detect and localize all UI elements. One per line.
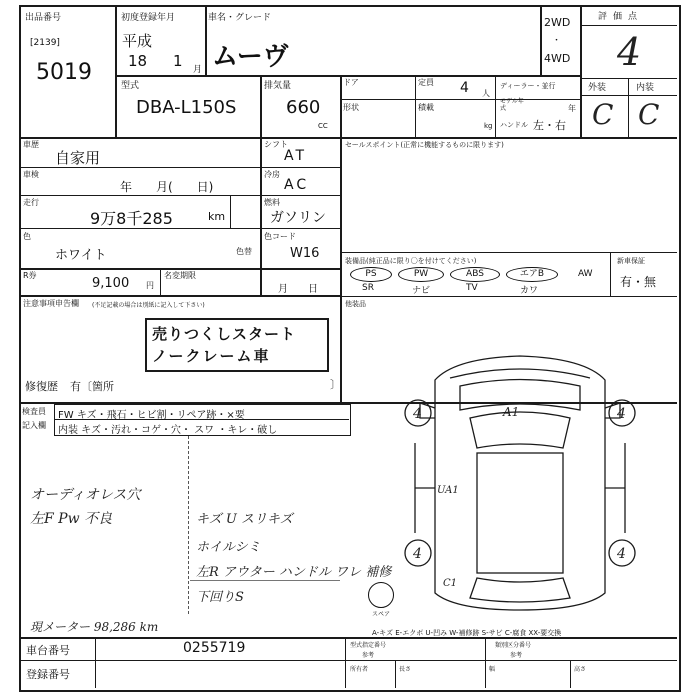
mark-c1: C1 [443,578,458,589]
ac-value: AC [284,177,310,193]
width-label: 幅 [489,666,496,673]
tire-fr-value: 4 [617,406,626,422]
drive-2wd: 2WD [544,16,571,29]
equip-sr: SR [362,283,374,293]
score-label: 評価点 [598,12,644,22]
int-label: 内装 [636,83,655,93]
tire-fl-value: 4 [413,406,422,422]
spare-label: スペア [372,611,391,618]
equip-abs: ABS [450,267,500,282]
note-line-4: ホイルシミ [196,540,261,555]
meter-note: 現メーター 98,286 km [30,620,159,634]
model-label: 型式 [121,81,140,91]
first-reg-label: 初度登録年月 [121,13,176,23]
color-change-label: 色替 [236,247,252,256]
era: 平成 [122,32,153,50]
note-line-1: オーディオレス穴 [30,487,141,503]
drive-dot: ・ [552,36,562,46]
tire-rr-value: 4 [617,546,626,562]
color-value: ホワイト [55,248,107,263]
ext-grade: C [592,98,614,131]
color-label: 色 [23,232,31,241]
owner-label: 所有者 [350,666,369,673]
usage-label: 車歴 [23,140,39,149]
equip-tv: TV [466,283,478,293]
ext-label: 外装 [588,83,607,93]
km-unit: km [208,210,226,223]
yen-unit: 円 [146,281,154,290]
inspector-label-2: 記入欄 [22,421,46,430]
model-code-ref: 参考 [362,652,375,659]
equip-navi: ナビ [412,286,431,296]
notes-label: 注意事項申告欄 [23,299,79,308]
shift-value: AT [284,148,308,164]
new-car-warranty-value: 有・無 [620,275,657,289]
note-line-6: 下回りS [196,590,244,605]
chassis-label: 車台番号 [26,644,70,657]
chassis-value: 0255719 [183,640,246,656]
load-label: 積載 [418,103,434,112]
other-equip-label: 他装品 [345,300,366,308]
drive-4wd: 4WD [544,52,571,65]
reg-year: 18 [128,52,148,70]
mileage-label: 走行 [23,198,39,207]
month-unit: 月 [193,65,203,75]
lot-sub: [2139] [30,38,60,48]
equip-airbag: エアB [506,267,558,282]
lot-number: 5019 [36,60,92,85]
score-value: 4 [617,30,642,74]
repair-label: 修復歴 [25,380,58,393]
tire-rl-value: 4 [413,546,422,562]
category-label: 類別区分番号 [495,642,532,649]
fuel-label: 燃料 [264,198,280,207]
inspection-label: 車検 [23,170,39,179]
inspector-label-1: 検査員 [22,407,46,416]
car-name-label: 車名・グレード [208,13,272,23]
damage-legend: A-キズ E-エクボ U-凹み W-補修跡 S-サビ C-腐食 XX-要交換 [372,629,562,637]
category-ref: 参考 [510,652,523,659]
int-grade: C [638,98,660,131]
displacement-value: 660 [286,97,321,118]
name-change-label: 名変期限 [164,271,196,280]
dealer-label: ディーラー・並行 [500,82,556,90]
sales-point-label: セールスポイント(正常に機能するものに限ります) [345,141,504,149]
recycle-label: R券 [23,271,37,280]
note-line-5: 左R アウター ハンドル ワレ 補修 [196,565,392,580]
cc-unit: CC [318,122,328,130]
note-line-3: キズ U スリキズ [196,512,293,527]
capacity-value: 4 [460,80,469,96]
stamp-line2: ノークレーム車 [152,347,271,365]
mark-a1: A1 [503,405,520,419]
car-diagram [395,348,645,618]
recycle-value: 9,100 [92,276,130,291]
name-change-value: 月 日 [278,284,318,295]
mark-ua1: UA1 [437,485,459,496]
shape-label: 形状 [343,103,359,112]
notes-sub: (不足記載の場合は別紙に記入して下さい) [92,302,205,309]
capacity-label: 定員 [418,78,434,87]
repair-close: 〕 [330,378,341,391]
capacity-unit: 人 [482,89,490,98]
new-car-warranty-label: 新車保証 [617,257,645,265]
color-code-value: W16 [290,246,320,261]
length-label: 長さ [399,666,412,673]
equip-pw: PW [398,267,444,282]
car-name: ムーヴ [212,42,289,72]
fuel-value: ガソリン [270,210,326,226]
shift-label: シフト [264,140,288,149]
handle-value: 左・右 [533,119,566,132]
model-year-unit: 年 [568,104,576,113]
displacement-label: 排気量 [264,81,292,91]
repair-value: 有〔箇所 [70,380,114,393]
ac-label: 冷房 [264,170,280,179]
reg-month: 1 [173,52,183,70]
note-line-2: 左F Pw 不良 [30,511,113,527]
spare-tire-icon [368,582,394,608]
equip-label: 装備品(純正品に限り〇を付けてください) [345,257,477,265]
equip-aw: AW [578,269,593,279]
inspector-row-1: FW キズ・飛石・ヒビ割・リペア跡・×要 [58,410,245,421]
model-value: DBA-L150S [136,97,237,118]
usage-value: 自家用 [55,149,101,167]
mileage-value: 9万8千285 [90,209,173,228]
height-label: 高さ [574,666,587,673]
inspector-row-2: 内装 キズ・汚れ・コゲ・穴・ スワ ・キレ・破し [58,425,278,436]
door-label: ドア [343,78,359,87]
equip-leather: カワ [520,286,539,296]
color-code-label: 色コード [264,232,296,241]
stamp-line1: 売りつくしスタート [152,325,297,343]
kg-unit: kg [484,122,493,130]
lot-label: 出品番号 [25,13,62,23]
handle-label: ハンドル [500,121,528,129]
notes-divider [188,436,189,614]
equip-ps: PS [350,267,392,282]
model-code-label: 型式指定番号 [350,642,387,649]
model-year-label: モデル年式 [500,98,524,112]
inspection-value: 年 月( 日) [120,180,214,194]
reg-number-label: 登録番号 [26,668,70,681]
